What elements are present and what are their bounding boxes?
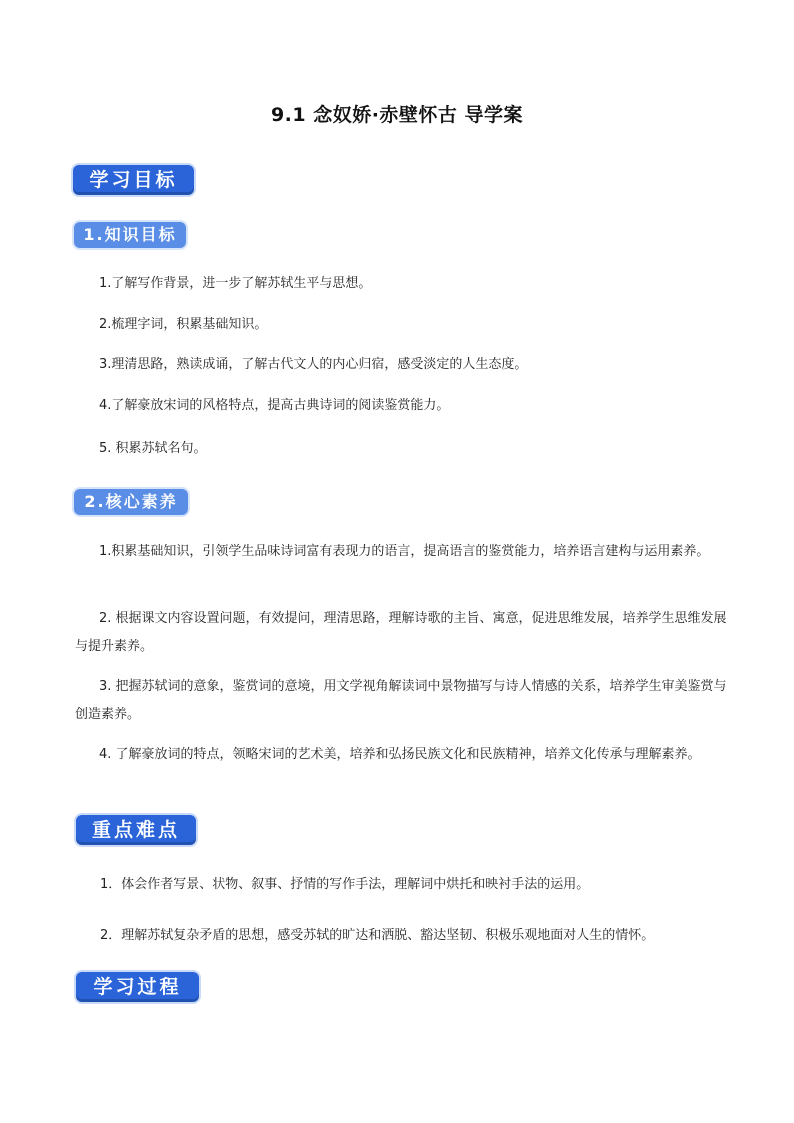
knowledge-item: 4.了解豪放宋词的风格特点，提高古典诗词的阅读鉴赏能力。 <box>99 398 450 413</box>
knowledge-item: 3.理清思路，熟读成诵，了解古代文人的内心归宿，感受淡定的人生态度。 <box>99 357 528 372</box>
literacy-item: 3. 把握苏轼词的意象，鉴赏词的意境，用文学视角解读词中景物描写与诗人情感的关系，培养学生审美鉴赏与创造素养。 <box>75 679 727 722</box>
knowledge-item: 2.梳理字词，积累基础知识。 <box>99 317 268 332</box>
knowledge-item: 1.了解写作背景，进一步了解苏轼生平与思想。 <box>99 276 372 291</box>
key-point-item: 2．理解苏轼复杂矛盾的思想，感受苏轼的旷达和洒脱、豁达坚韧、积极乐观地面对人生的情怀。 <box>100 928 655 943</box>
section-badge-process: 学习过程 <box>76 972 199 1002</box>
key-point-item: 1．体会作者写景、状物、叙事、抒情的写作手法，理解词中烘托和映衬手法的运用。 <box>100 877 590 892</box>
section-badge-key-points: 重点难点 <box>76 815 196 845</box>
literacy-item: 1.积累基础知识，引领学生品味诗词富有表现力的语言，提高语言的鉴赏能力，培养语言建构与运用素养。 <box>99 544 710 559</box>
section-badge-objectives: 学习目标 <box>73 165 194 195</box>
sub-badge-knowledge-goals: 1.知识目标 <box>74 222 186 248</box>
knowledge-item: 5. 积累苏轼名句。 <box>99 441 207 456</box>
literacy-item: 4. 了解豪放词的特点，领略宋词的艺术美，培养和弘扬民族文化和民族精神，培养文化传承与理解素养。 <box>99 747 701 762</box>
literacy-item: 2. 根据课文内容设置问题，有效提问，理清思路，理解诗歌的主旨、寓意，促进思维发展，培养学生思维发展与提升素养。 <box>75 611 727 654</box>
sub-badge-core-literacy: 2.核心素养 <box>74 489 188 515</box>
page-title: 9.1 念奴娇·赤壁怀古 导学案 <box>270 104 524 126</box>
